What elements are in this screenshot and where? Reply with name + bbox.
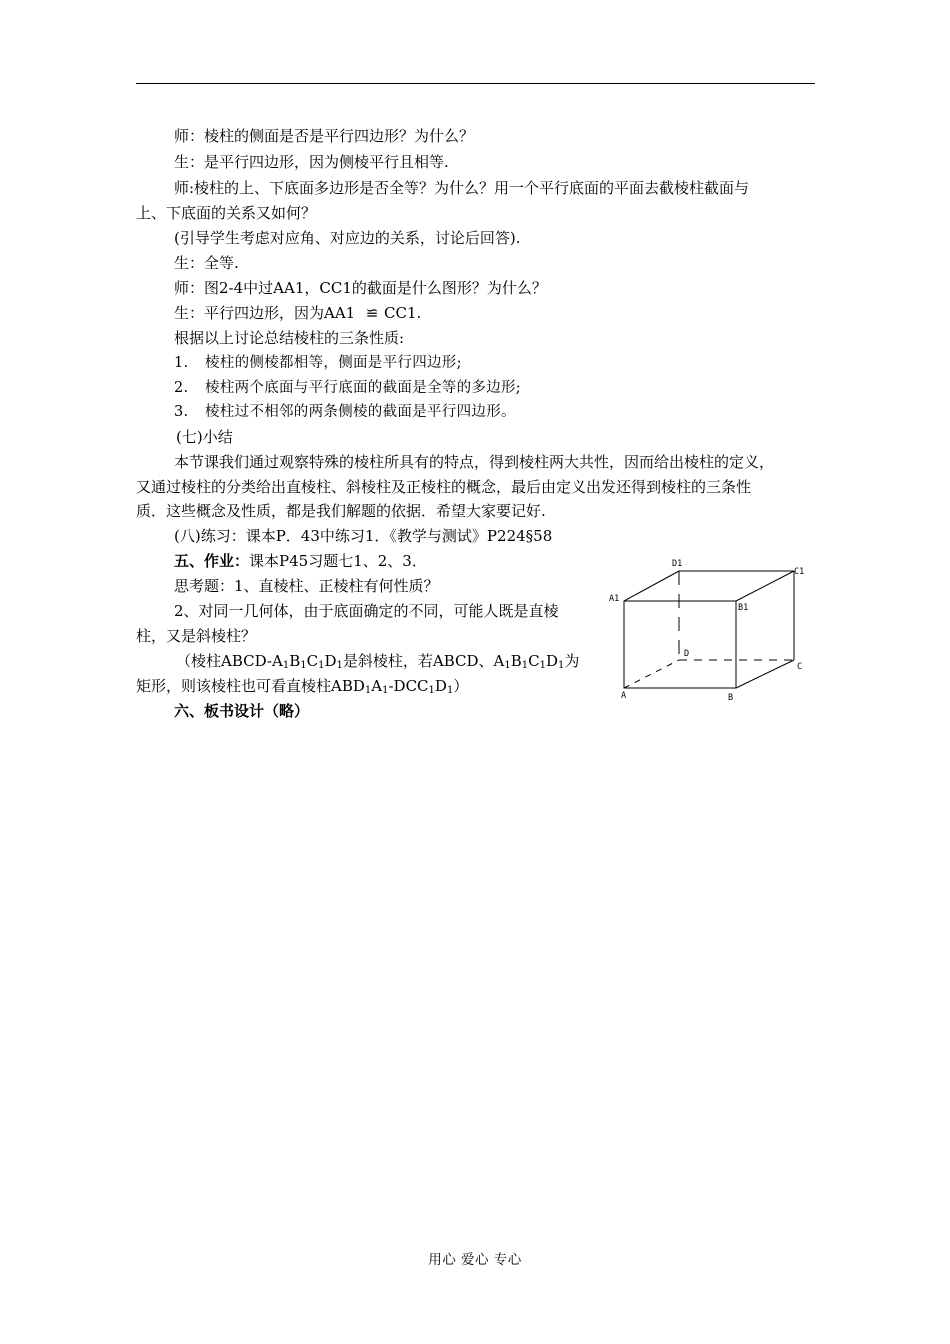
prism-note-2	[136, 676, 468, 696]
summary-para-2: 又通过棱柱的分类给出直棱柱、斜棱柱及正棱柱的概念，最后由定义出发还得到棱柱的三条性	[136, 478, 752, 496]
property-3-number: 3.	[174, 404, 189, 420]
student-answer-2: 生：全等.	[174, 254, 239, 272]
summary-para-3: 质．这些概念及性质，都是我们解题的依据．希望大家要记好.	[136, 502, 546, 520]
summary-intro: 根据以上讨论总结棱柱的三条性质:	[174, 329, 405, 347]
teacher-question-1: 师：棱柱的侧面是否是平行四边形？为什么？	[174, 127, 475, 145]
note-1-part: 是斜棱柱，若ABCD、A	[342, 652, 505, 670]
hidden-edge-a-d	[624, 660, 679, 688]
page-footer: 用心 爱心 专心	[428, 1252, 522, 1268]
homework-line	[174, 551, 427, 571]
subscript: 1	[364, 685, 372, 696]
note-1-part: B	[510, 652, 522, 670]
subscript: 1	[318, 660, 325, 671]
property-2-number: 2.	[174, 380, 189, 396]
subscript: 1	[336, 660, 343, 671]
subscript: 1	[428, 685, 435, 696]
label-d1: D1	[672, 559, 683, 569]
header-rule	[136, 83, 815, 84]
exercise-line: (八)练习：课本P．43中练习1．《教学与测试》P224§58	[174, 527, 553, 545]
summary-para-1: 本节课我们通过观察特殊的棱柱所具有的特点，得到棱柱两大共性，因而给出棱柱的定义，	[174, 453, 775, 471]
note-1-part: D	[324, 652, 337, 670]
note-2-part: D	[434, 677, 447, 695]
student-answer-3	[174, 303, 421, 323]
prism-note-1	[176, 651, 579, 671]
teacher-question-2-cont: 上、下底面的关系又如何？	[136, 204, 317, 222]
answer-3-text: 生：平行四边形，因为AA1	[174, 304, 356, 322]
thinking-question-2: 2、对同一几何体，由于底面确定的不同，可能人既是直棱	[174, 602, 559, 620]
note-2-part: A	[371, 677, 383, 695]
note-1-part: C	[306, 652, 319, 670]
property-3: 棱柱过不相邻的两条侧棱的截面是平行四边形。	[205, 404, 516, 420]
property-2: 棱柱两个底面与平行底面的截面是全等的多边形;	[205, 380, 521, 396]
front-face	[624, 601, 736, 688]
edge-b1-c1	[736, 571, 794, 601]
subscript: 1	[504, 660, 511, 671]
note-1-part: D	[546, 652, 559, 670]
thinking-question-2-cont: 柱，又是斜棱柱？	[136, 627, 257, 645]
homework-heading: 五、作业：	[174, 552, 250, 570]
answer-3-end: CC1.	[384, 304, 422, 322]
edge-a1-d1	[624, 571, 679, 601]
guidance-note: (引导学生考虑对应角、对应边的关系，讨论后回答).	[174, 229, 521, 247]
subscript: 1	[382, 685, 389, 696]
subscript: 1	[558, 660, 565, 671]
prism-figure	[604, 556, 814, 706]
parallel-equal-symbol: ≌	[365, 304, 379, 322]
teacher-question-3: 师：图2-4中过AA1，CC1的截面是什么图形？为什么？	[174, 279, 547, 297]
subscript: 1	[446, 685, 454, 696]
student-answer-1: 生：是平行四边形，因为侧棱平行且相等.	[174, 153, 449, 171]
label-c: C	[797, 662, 803, 672]
section-summary-heading: (七)小结	[176, 428, 233, 446]
label-a: A	[621, 691, 627, 701]
thinking-question-1: 思考题：1、直棱柱、正棱柱有何性质？	[174, 577, 439, 595]
edge-b-c	[736, 660, 794, 688]
subscript: 1	[282, 660, 290, 671]
subscript: 1	[539, 660, 546, 671]
property-1: 棱柱的侧棱都相等，侧面是平行四边形;	[205, 355, 462, 371]
teacher-question-2: 师:棱柱的上、下底面多边形是否全等？为什么？用一个平行底面的平面去截棱柱截面与	[174, 179, 750, 197]
note-1-part: 为	[564, 652, 580, 670]
label-d: D	[684, 649, 690, 659]
note-1-part: B	[289, 652, 301, 670]
label-b1: B1	[738, 603, 749, 613]
homework-text: 课本P45习题七1、2、3．	[249, 552, 427, 570]
note-1-part: （棱柱ABCD-A	[176, 652, 283, 670]
property-1-number: 1.	[174, 355, 189, 371]
label-a1: A1	[609, 594, 620, 604]
note-1-part: C	[528, 652, 540, 670]
label-b: B	[728, 693, 734, 703]
board-design-heading: 六、板书设计（略）	[174, 702, 310, 720]
note-2-part: ）	[453, 677, 469, 695]
note-2-part: 矩形，则该棱柱也可看直棱柱ABD	[136, 677, 365, 695]
label-c1: C1	[794, 567, 805, 577]
subscript: 1	[300, 660, 307, 671]
subscript: 1	[521, 660, 529, 671]
note-2-part: -DCC	[388, 677, 429, 695]
